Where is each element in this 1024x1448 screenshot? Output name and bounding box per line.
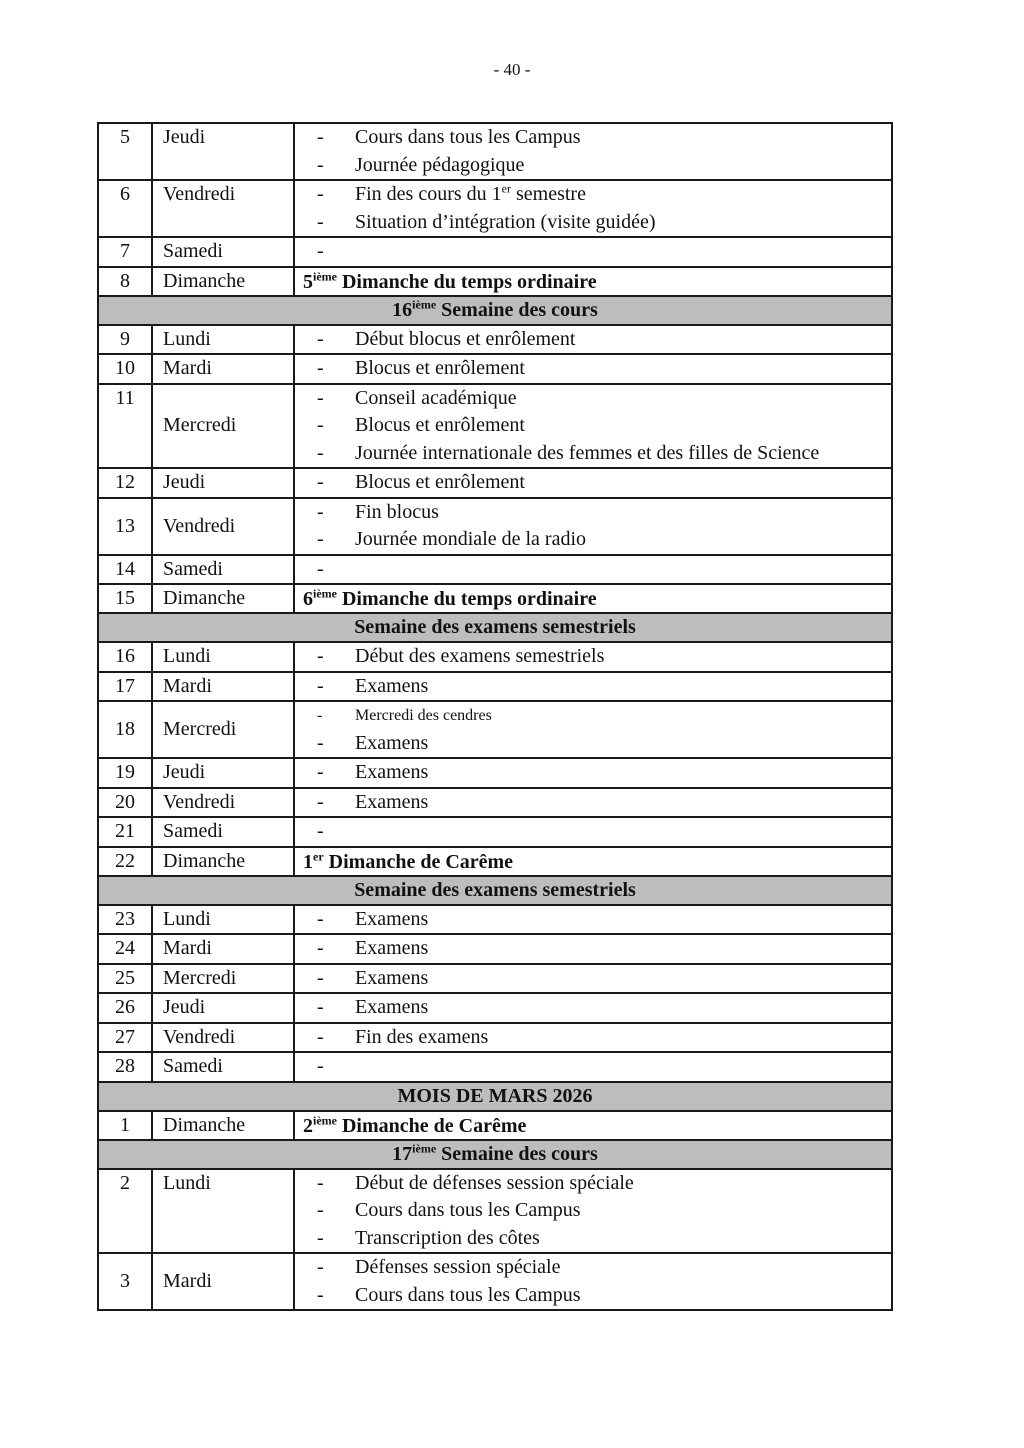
- bullet-dash: -: [317, 528, 324, 551]
- day-row: [98, 384, 892, 469]
- event-item: [295, 385, 891, 413]
- bullet-dash: -: [317, 761, 324, 784]
- day-row: [98, 701, 892, 758]
- bullet-dash: -: [317, 1025, 324, 1048]
- events-cell: [294, 993, 892, 1023]
- day-number: 7: [98, 237, 152, 267]
- sunday-ordinal: 1: [303, 850, 313, 873]
- events-cell: [294, 817, 892, 847]
- event-text: Examens: [355, 674, 429, 697]
- day-row: [98, 237, 892, 267]
- weekday-name: Mercredi: [152, 701, 294, 758]
- event-item: [295, 994, 891, 1022]
- bullet-dash: -: [317, 996, 324, 1019]
- day-number: 24: [98, 934, 152, 964]
- events-cell: [294, 1111, 892, 1140]
- day-number: 17: [98, 672, 152, 702]
- day-row: [98, 1023, 892, 1053]
- event-text: Cours dans tous les Campus: [355, 1199, 581, 1222]
- event-item: [295, 440, 891, 468]
- events-cell: [294, 964, 892, 994]
- bullet-dash: -: [317, 1055, 324, 1078]
- events-cell: [294, 555, 892, 585]
- day-number: 6: [98, 180, 152, 237]
- day-number: 20: [98, 788, 152, 818]
- section-header-row: [98, 1140, 892, 1169]
- weekday-name: Vendredi: [152, 788, 294, 818]
- day-row: [98, 123, 892, 180]
- day-number: 26: [98, 993, 152, 1023]
- section-title-text: Semaine des examens semestriels: [354, 878, 636, 901]
- day-number: 25: [98, 964, 152, 994]
- ordinal-suffix: ième: [313, 1112, 337, 1127]
- event-text: Conseil académique: [355, 386, 517, 409]
- day-row: [98, 993, 892, 1023]
- weekday-name: Lundi: [152, 905, 294, 935]
- event-item: [295, 469, 891, 497]
- events-cell: [294, 672, 892, 702]
- events-cell: [294, 1023, 892, 1053]
- event-text: Situation d’intégration (visite guidée): [355, 210, 656, 233]
- day-row: [98, 964, 892, 994]
- events-cell: [294, 354, 892, 384]
- events-cell: [294, 384, 892, 469]
- day-number: 13: [98, 498, 152, 555]
- day-row: [98, 758, 892, 788]
- weekday-name: Mardi: [152, 672, 294, 702]
- bullet-dash: -: [317, 1226, 324, 1249]
- event-text: Défenses session spéciale: [355, 1256, 561, 1279]
- page-number: - 40 -: [493, 60, 531, 79]
- day-number: 28: [98, 1052, 152, 1082]
- day-row: [98, 180, 892, 237]
- event-item: [295, 818, 891, 846]
- sunday-row: [98, 847, 892, 876]
- day-number: 21: [98, 817, 152, 847]
- events-cell: [294, 1253, 892, 1310]
- bullet-dash: -: [317, 414, 324, 437]
- day-number: 12: [98, 468, 152, 498]
- section-title-text: Semaine des examens semestriels: [354, 616, 636, 638]
- event-item: [295, 906, 891, 934]
- bullet-dash: -: [317, 645, 324, 668]
- section-ordinal: 17: [392, 1142, 413, 1165]
- section-header-row: [98, 1082, 892, 1111]
- events-cell: [294, 1169, 892, 1254]
- day-number: 1: [98, 1111, 152, 1140]
- event-text: Début des examens semestriels: [355, 645, 605, 668]
- section-ordinal: 16: [392, 298, 413, 321]
- weekday-name: Dimanche: [152, 584, 294, 613]
- event-item: [295, 152, 891, 180]
- event-text-part: Fin des cours du 1: [355, 183, 502, 206]
- weekday-name: Lundi: [152, 1169, 294, 1254]
- bullet-dash: -: [317, 210, 324, 233]
- section-title: [98, 1140, 892, 1169]
- day-number: 22: [98, 847, 152, 876]
- sunday-title: [295, 848, 891, 875]
- day-number: 9: [98, 325, 152, 355]
- weekday-name: Dimanche: [152, 847, 294, 876]
- event-text-part: semestre: [511, 183, 586, 206]
- sunday-ordinal: 6: [303, 588, 313, 610]
- events-cell: [294, 847, 892, 876]
- weekday-name: Dimanche: [152, 267, 294, 296]
- event-item: [295, 673, 891, 701]
- day-row: [98, 325, 892, 355]
- weekday-name: Samedi: [152, 237, 294, 267]
- bullet-dash: -: [317, 1199, 324, 1222]
- ordinal-suffix: ième: [313, 268, 337, 283]
- day-row: [98, 672, 892, 702]
- events-cell: [294, 468, 892, 498]
- weekday-name: Lundi: [152, 325, 294, 355]
- event-item: [295, 124, 891, 152]
- event-item: [295, 1170, 891, 1198]
- events-cell: [294, 267, 892, 296]
- event-text: Transcription des côtes: [355, 1226, 540, 1249]
- event-item: [295, 1197, 891, 1225]
- day-number: 19: [98, 758, 152, 788]
- sunday-ordinal: 2: [303, 1114, 313, 1137]
- event-item: [295, 935, 891, 963]
- bullet-dash: -: [317, 153, 324, 176]
- bullet-dash: -: [317, 126, 324, 149]
- bullet-dash: -: [317, 500, 324, 523]
- section-header-row: [98, 876, 892, 905]
- event-item: [295, 556, 891, 584]
- weekday-name: Jeudi: [152, 993, 294, 1023]
- weekday-name: Mardi: [152, 934, 294, 964]
- bullet-dash: -: [317, 707, 323, 725]
- day-number: 15: [98, 584, 152, 613]
- day-number: 16: [98, 642, 152, 672]
- event-item: [295, 412, 891, 440]
- day-number: 5: [98, 123, 152, 180]
- sunday-title: [295, 585, 891, 612]
- event-text: Examens: [355, 790, 429, 813]
- event-item: [295, 238, 891, 266]
- event-item: [295, 326, 891, 354]
- event-text: Mercredi des cendres: [355, 707, 492, 725]
- event-item: [295, 1053, 891, 1081]
- sunday-title-text: Dimanche du temps ordinaire: [336, 588, 597, 610]
- calendar-table: [97, 122, 893, 1311]
- events-cell: [294, 1052, 892, 1082]
- ordinal-suffix: er: [501, 181, 511, 196]
- sunday-row: [98, 1111, 892, 1140]
- day-number: 18: [98, 701, 152, 758]
- bullet-dash: -: [317, 357, 324, 380]
- ordinal-suffix: ième: [412, 1140, 437, 1155]
- day-row: [98, 1052, 892, 1082]
- weekday-name: Mardi: [152, 354, 294, 384]
- day-row: [98, 468, 892, 498]
- events-cell: [294, 758, 892, 788]
- weekday-name: Jeudi: [152, 468, 294, 498]
- day-row: [98, 905, 892, 935]
- section-title-text: Semaine des cours: [436, 298, 598, 321]
- events-cell: [294, 905, 892, 935]
- event-text: Examens: [355, 996, 429, 1019]
- events-cell: [294, 584, 892, 613]
- events-cell: [294, 701, 892, 758]
- bullet-dash: -: [317, 386, 324, 409]
- event-text: Examens: [355, 761, 429, 784]
- section-title-text: Semaine des cours: [436, 1142, 598, 1165]
- bullet-dash: -: [317, 471, 324, 494]
- weekday-name: Mercredi: [152, 964, 294, 994]
- event-item: [295, 355, 891, 383]
- event-item: [295, 1024, 891, 1052]
- bullet-dash: -: [317, 240, 324, 263]
- bullet-dash: -: [317, 1283, 324, 1306]
- day-row: [98, 354, 892, 384]
- weekday-name: Samedi: [152, 555, 294, 585]
- event-item: [295, 499, 891, 527]
- day-number: 2: [98, 1169, 152, 1254]
- event-text: Fin des examens: [355, 1025, 489, 1048]
- weekday-name: Jeudi: [152, 123, 294, 180]
- weekday-name: Mardi: [152, 1253, 294, 1310]
- event-text: Journée pédagogique: [355, 153, 525, 176]
- sunday-title: [295, 268, 891, 295]
- event-text: Journée mondiale de la radio: [355, 528, 587, 551]
- day-row: [98, 788, 892, 818]
- day-row: [98, 498, 892, 555]
- event-text: Journée internationale des femmes et des filles de Science: [355, 441, 820, 464]
- section-title: [98, 1082, 892, 1111]
- event-text: Examens: [355, 937, 429, 960]
- bullet-dash: -: [317, 327, 324, 350]
- event-text: Blocus et enrôlement: [355, 357, 525, 380]
- weekday-name: Samedi: [152, 817, 294, 847]
- event-text: Cours dans tous les Campus: [355, 126, 581, 149]
- event-text: Examens: [355, 731, 429, 754]
- weekday-name: Vendredi: [152, 498, 294, 555]
- sunday-title: [295, 1112, 891, 1139]
- events-cell: [294, 788, 892, 818]
- event-item: [295, 209, 891, 237]
- ordinal-suffix: er: [313, 848, 324, 863]
- event-item: [295, 643, 891, 671]
- section-title: [98, 876, 892, 905]
- day-number: 14: [98, 555, 152, 585]
- day-row: [98, 1169, 892, 1254]
- event-item: [295, 789, 891, 817]
- event-text: Blocus et enrôlement: [355, 471, 525, 494]
- events-cell: [294, 180, 892, 237]
- weekday-name: Samedi: [152, 1052, 294, 1082]
- event-item: [295, 730, 891, 758]
- bullet-dash: -: [317, 674, 324, 697]
- events-cell: [294, 325, 892, 355]
- day-number: 10: [98, 354, 152, 384]
- event-text: Début blocus et enrôlement: [355, 327, 576, 350]
- events-cell: [294, 237, 892, 267]
- sunday-ordinal: 5: [303, 270, 313, 293]
- weekday-name: Lundi: [152, 642, 294, 672]
- event-item: [295, 1254, 891, 1282]
- bullet-dash: -: [317, 937, 324, 960]
- events-cell: [294, 642, 892, 672]
- day-number: 3: [98, 1253, 152, 1310]
- event-item: [295, 965, 891, 993]
- bullet-dash: -: [317, 1171, 324, 1194]
- bullet-dash: -: [317, 731, 324, 754]
- event-item: [295, 181, 891, 209]
- section-title: [98, 296, 892, 325]
- event-text: Début de défenses session spéciale: [355, 1171, 634, 1194]
- events-cell: [294, 934, 892, 964]
- event-item: [295, 1282, 891, 1310]
- weekday-name: Mercredi: [152, 384, 294, 469]
- day-number: 23: [98, 905, 152, 935]
- section-header-row: [98, 296, 892, 325]
- day-row: [98, 642, 892, 672]
- weekday-name: Dimanche: [152, 1111, 294, 1140]
- sunday-title-text: Dimanche de Carême: [336, 1114, 527, 1137]
- bullet-dash: -: [317, 1256, 324, 1279]
- bullet-dash: -: [317, 557, 324, 580]
- weekday-name: Vendredi: [152, 180, 294, 237]
- bullet-dash: -: [317, 183, 324, 206]
- event-text: Fin blocus: [355, 500, 439, 523]
- bullet-dash: -: [317, 820, 324, 843]
- event-item: [295, 759, 891, 787]
- events-cell: [294, 498, 892, 555]
- section-title: [98, 613, 892, 642]
- event-text: [355, 181, 586, 208]
- event-text: Blocus et enrôlement: [355, 414, 525, 437]
- day-number: 8: [98, 267, 152, 296]
- section-title-text: MOIS DE MARS 2026: [397, 1084, 593, 1107]
- event-text: Cours dans tous les Campus: [355, 1283, 581, 1306]
- event-item: [295, 526, 891, 554]
- section-header-row: [98, 613, 892, 642]
- weekday-name: Jeudi: [152, 758, 294, 788]
- bullet-dash: -: [317, 790, 324, 813]
- bullet-dash: -: [317, 907, 324, 930]
- day-row: [98, 555, 892, 585]
- weekday-name: Vendredi: [152, 1023, 294, 1053]
- event-item: [295, 702, 891, 730]
- day-row: [98, 817, 892, 847]
- events-cell: [294, 123, 892, 180]
- day-number: 27: [98, 1023, 152, 1053]
- day-row: [98, 934, 892, 964]
- day-row: [98, 1253, 892, 1310]
- sunday-row: [98, 584, 892, 613]
- ordinal-suffix: ième: [313, 586, 337, 601]
- day-number: 11: [98, 384, 152, 469]
- event-text: Examens: [355, 907, 429, 930]
- sunday-title-text: Dimanche de Carême: [323, 850, 514, 873]
- sunday-row: [98, 267, 892, 296]
- bullet-dash: -: [317, 441, 324, 464]
- sunday-title-text: Dimanche du temps ordinaire: [336, 270, 597, 293]
- event-item: [295, 1225, 891, 1253]
- ordinal-suffix: ième: [412, 296, 437, 311]
- calendar-body: [98, 123, 892, 1310]
- bullet-dash: -: [317, 966, 324, 989]
- event-text: Examens: [355, 966, 429, 989]
